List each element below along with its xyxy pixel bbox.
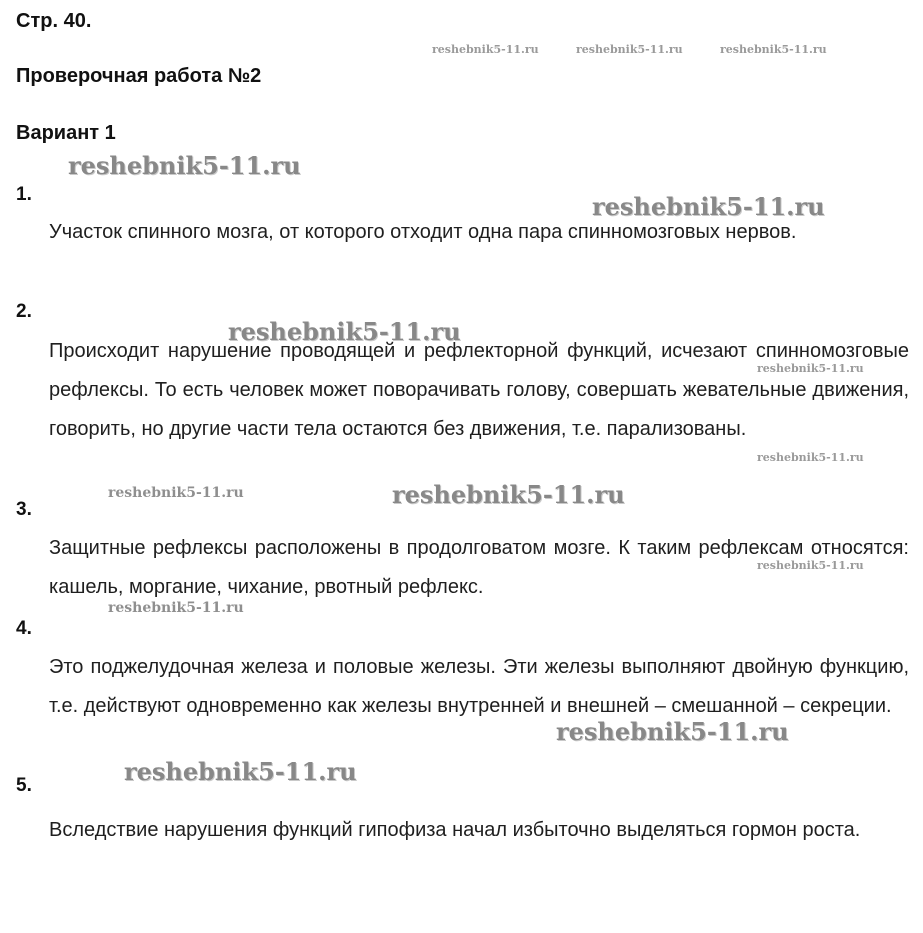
answer-text-4: Это поджелудочная железа и половые железы. Эти железы выполняют двойную функцию, т.е. действуют одновременно как железы внутренней и внешней – смешанной – секреции. <box>49 656 909 717</box>
watermark: reshebnik5-11.ru <box>108 485 244 501</box>
watermark: reshebnik5-11.ru <box>432 43 539 56</box>
watermark: reshebnik5-11.ru <box>757 559 864 572</box>
watermark: reshebnik5-11.ru <box>392 480 625 509</box>
page-number: Стр. 40. <box>16 10 92 32</box>
variant-heading: Вариант 1 <box>16 122 116 144</box>
watermark: reshebnik5-11.ru <box>576 43 683 56</box>
watermark: reshebnik5-11.ru <box>592 192 825 221</box>
answer-text-1: Участок спинного мозга, от которого отходит одна пара спинномозговых нервов. <box>49 221 797 243</box>
answer-number-4: 4. <box>16 618 32 639</box>
watermark: reshebnik5-11.ru <box>720 43 827 56</box>
watermark: reshebnik5-11.ru <box>108 600 244 616</box>
watermark: reshebnik5-11.ru <box>228 317 461 346</box>
answer-number-2: 2. <box>16 301 32 322</box>
watermark: reshebnik5-11.ru <box>757 362 864 375</box>
watermark: reshebnik5-11.ru <box>124 757 357 786</box>
page-title: Проверочная работа №2 <box>16 65 262 87</box>
watermark: reshebnik5-11.ru <box>556 717 789 746</box>
answer-text-2: Происходит нарушение проводящей и рефлекторной функций, исчезают спинномозговые рефлексы. То есть человек может поворачивать голову, совершать жевательные движения, говорить, но другие части тела остаются без движения, т.е. парализованы. <box>49 340 909 440</box>
answer-number-1: 1. <box>16 184 32 205</box>
watermark: reshebnik5-11.ru <box>68 151 301 180</box>
answer-text-5: Вследствие нарушения функций гипофиза начал избыточно выделяться гормон роста. <box>49 819 861 841</box>
answer-number-5: 5. <box>16 775 32 796</box>
answer-number-3: 3. <box>16 499 32 520</box>
watermark: reshebnik5-11.ru <box>757 451 864 464</box>
answer-text-3: Защитные рефлексы расположены в продолговатом мозге. К таким рефлексам относятся: кашель, моргание, чихание, рвотный рефлекс. <box>49 537 909 598</box>
